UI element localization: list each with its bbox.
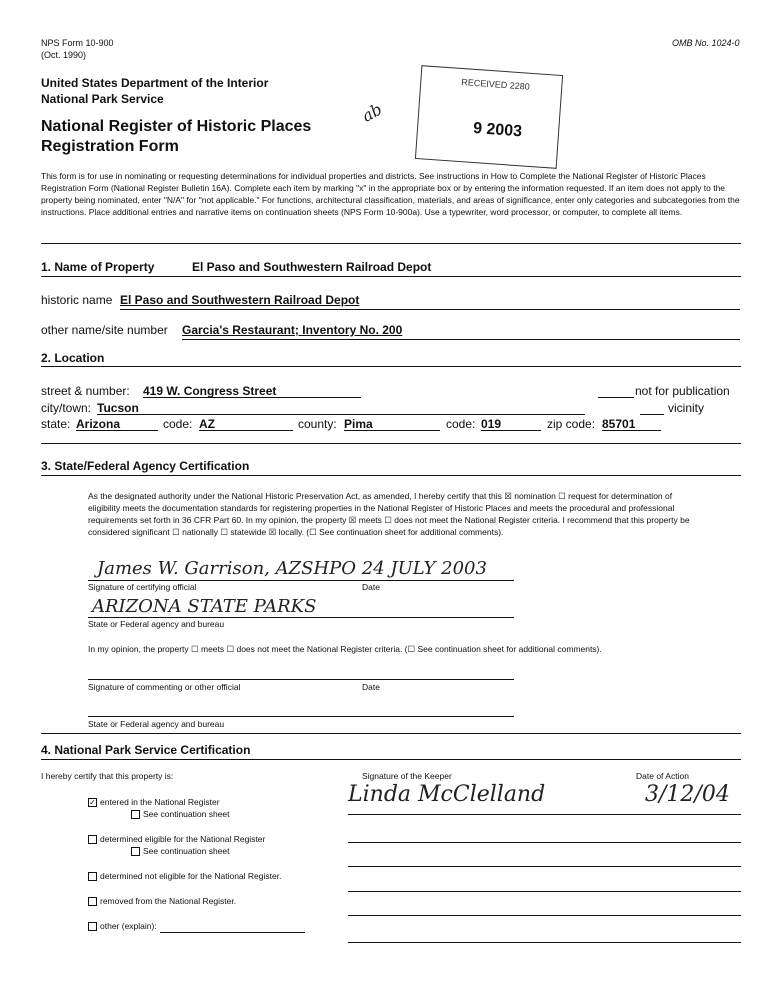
- keeper-label: Signature of the Keeper: [362, 771, 452, 781]
- field-line: [143, 397, 361, 398]
- service: National Park Service: [41, 92, 164, 106]
- action-date-value: 3/12/04: [645, 782, 730, 807]
- stamp-received: RECEIVED 2280: [461, 76, 531, 92]
- section2-heading: 2. Location: [41, 351, 105, 365]
- vicinity-label: vicinity: [668, 401, 705, 415]
- signature-line: [88, 679, 514, 680]
- field-line: [602, 430, 661, 431]
- agency-label: State or Federal agency and bureau: [88, 619, 225, 629]
- field-line: [598, 397, 634, 398]
- field-line: [160, 932, 305, 933]
- option-not-eligible-label: determined not eligible for the National Register.: [100, 871, 282, 881]
- omb-number: OMB No. 1024-0: [672, 38, 740, 48]
- field-line: [348, 842, 741, 843]
- historic-name-value: El Paso and Southwestern Railroad Depot: [120, 293, 360, 307]
- field-line: [199, 430, 293, 431]
- field-line: [348, 915, 741, 916]
- agency2-label: State or Federal agency and bureau: [88, 719, 225, 729]
- option-eligible-sub: [131, 846, 229, 856]
- other-name-value: Garcia's Restaurant; Inventory No. 200: [182, 323, 403, 337]
- state-code-label: code:: [163, 417, 193, 431]
- state-code-value: AZ: [199, 417, 215, 431]
- section3-heading: 3. State/Federal Agency Certification: [41, 459, 250, 473]
- zip-value: 85701: [602, 417, 636, 431]
- field-line: [640, 414, 664, 415]
- field-line: [76, 430, 158, 431]
- field-line: [182, 339, 740, 340]
- option-entered: [88, 797, 220, 807]
- department: United States Department of the Interior: [41, 76, 269, 90]
- checkbox-icon[interactable]: [88, 872, 97, 881]
- form-subtitle: Registration Form: [41, 138, 179, 155]
- county-label: county:: [298, 417, 337, 431]
- field-line: [348, 814, 741, 815]
- city-value: Tucson: [97, 401, 139, 415]
- state-value: Arizona: [76, 417, 121, 431]
- signature-line: [88, 580, 514, 581]
- historic-name-label: historic name: [41, 293, 113, 307]
- form-number: NPS Form 10-900: [41, 38, 114, 48]
- divider: [41, 366, 741, 367]
- section1-heading: 1. Name of Property: [41, 260, 155, 274]
- option-entered-label: entered in the National Register: [100, 797, 220, 807]
- certifying-signature: James W. Garrison, AZSHPO 24 JULY 2003: [97, 558, 487, 579]
- form-title: National Register of Historic Places: [41, 118, 312, 135]
- divider: [41, 759, 741, 760]
- checkbox-icon[interactable]: [131, 847, 140, 856]
- option-removed: [88, 896, 236, 906]
- field-line: [348, 866, 741, 867]
- other-name-label: other name/site number: [41, 323, 168, 337]
- field-line: [97, 414, 585, 415]
- county-code-label: code:: [446, 417, 476, 431]
- stamp-date: 9 2003: [472, 119, 523, 141]
- certify-label: I hereby certify that this property is:: [41, 771, 174, 781]
- stamp-annotation: ab: [358, 99, 386, 126]
- option-eligible-sub-label: See continuation sheet: [143, 846, 230, 856]
- field-line: [120, 309, 740, 310]
- field-line: [481, 430, 541, 431]
- divider: [41, 733, 741, 734]
- certification-text: As the designated authority under the National Historic Preservation Act, as amended, I hereby certify that this ☒ nomination ☐ request for determination of eligibility meets the documentation standards for registering properties in the National Register of Historic Places and meets the procedural and professional requirements set forth in 36 CFR Part 60. In my opinion, the property ☒ meets ☐ does not meet the National Register criteria. I recommend that this property be considered significant ☐ nationally ☐ statewide ☒ locally. (☐ See continuation sheet for additional comments).: [88, 491, 690, 537]
- option-removed-label: removed from the National Register.: [100, 896, 237, 906]
- agency-signature: ARIZONA STATE PARKS: [92, 596, 317, 617]
- opinion-text: In my opinion, the property ☐ meets ☐ does not meet the National Register criteria. (☐ See continuation sheet for additional comments).: [88, 644, 602, 654]
- field-line: [344, 430, 440, 431]
- divider: [41, 443, 741, 444]
- option-eligible: [88, 834, 265, 844]
- checkbox-checked-icon[interactable]: ✓: [89, 798, 96, 808]
- divider: [41, 243, 741, 244]
- option-eligible-label: determined eligible for the National Register: [100, 834, 266, 844]
- certifying-signature-label: Signature of certifying official: [88, 582, 197, 592]
- signature-line: [88, 716, 514, 717]
- keeper-signature: Linda McClelland: [348, 782, 546, 807]
- option-not-eligible: [88, 871, 281, 881]
- checkbox-icon[interactable]: [88, 922, 97, 931]
- form-date: (Oct. 1990): [41, 50, 87, 60]
- divider: [41, 475, 741, 476]
- checkbox-icon[interactable]: [131, 810, 140, 819]
- certifying-date-label: Date: [362, 582, 380, 592]
- option-entered-sub: [131, 809, 229, 819]
- checkbox-icon[interactable]: [88, 897, 97, 906]
- checkbox-icon[interactable]: [88, 835, 97, 844]
- option-other: [88, 921, 157, 931]
- county-code-value: 019: [481, 417, 502, 431]
- instructions: This form is for use in nominating or requesting determinations for individual properties and districts. See instructions in How to Complete the National Register of Historic Places Registration Form (National Register Bulletin 16A). Complete each item by marking "x" in the appropriate box or by entering the information requested. If an item does not apply to the property being nominated, enter "N/A" for "not applicable." For functions, architectural classification, materials, and areas of significance, enter only categories and subcategories from the instructions. Place additional entries and narrative items on continuation sheets (NPS Form 10-900a). Use a typewriter, word processor, or computer, to complete all items.: [41, 171, 740, 217]
- zip-label: zip code:: [547, 417, 596, 431]
- city-label: city/town:: [41, 401, 92, 415]
- section4-heading: 4. National Park Service Certification: [41, 743, 251, 757]
- commenting-date-label: Date: [362, 682, 380, 692]
- option-entered-sub-label: See continuation sheet: [143, 809, 230, 819]
- county-value: Pima: [344, 417, 373, 431]
- street-value: 419 W. Congress Street: [143, 384, 277, 398]
- received-stamp: [415, 65, 563, 169]
- street-label: street & number:: [41, 384, 130, 398]
- not-for-publication: not for publication: [635, 384, 730, 398]
- field-line: [348, 891, 741, 892]
- commenting-signature-label: Signature of commenting or other official: [88, 682, 241, 692]
- field-line: [348, 942, 741, 943]
- option-other-label: other (explain):: [100, 921, 157, 931]
- action-date-label: Date of Action: [636, 771, 689, 781]
- section1-heading-value: El Paso and Southwestern Railroad Depot: [192, 260, 432, 274]
- state-label: state:: [41, 417, 71, 431]
- signature-line: [88, 617, 514, 618]
- divider: [41, 276, 741, 277]
